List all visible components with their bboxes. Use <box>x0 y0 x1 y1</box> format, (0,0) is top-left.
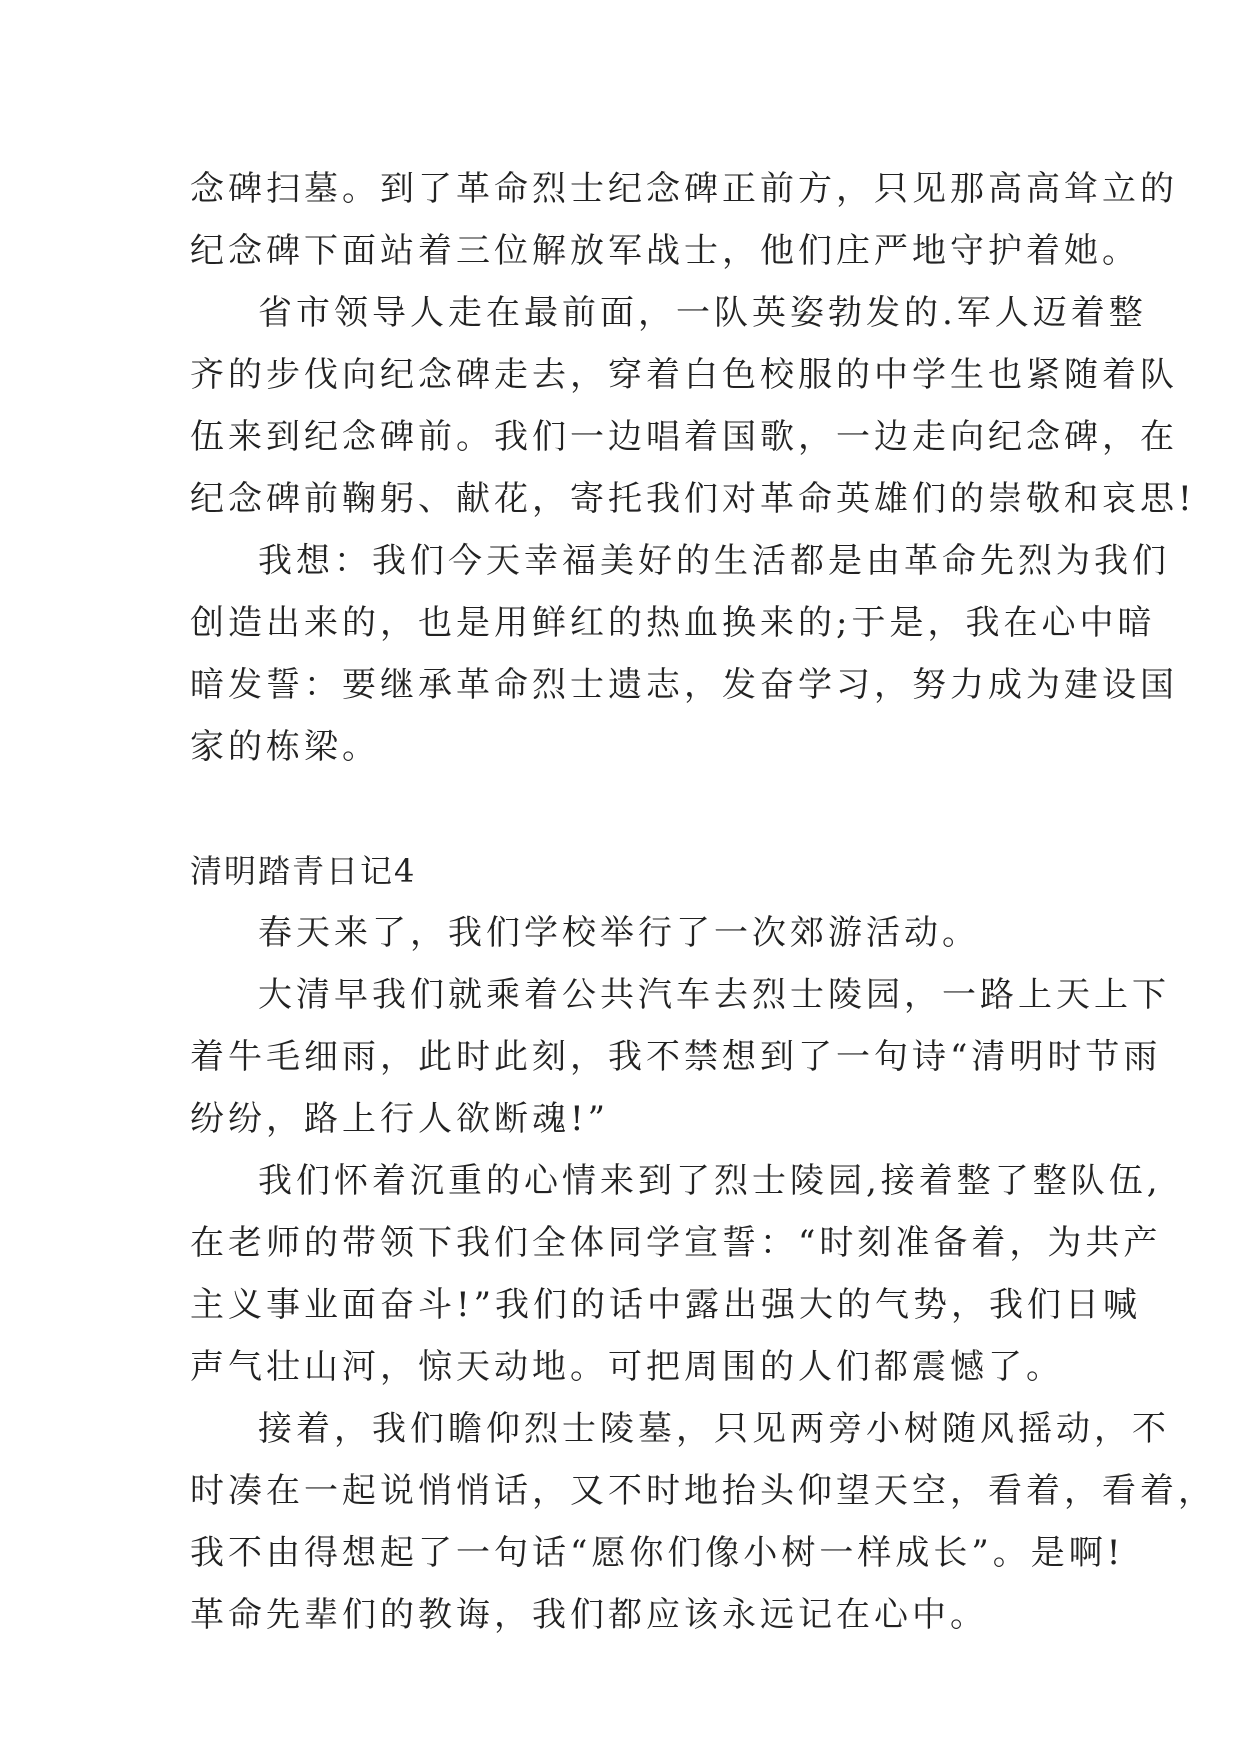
paragraph-line: 纷纷，路上行人欲断魂!” <box>190 1099 610 1139</box>
paragraph-line: 在老师的带领下我们全体同学宣誓：“时刻准备着，为共产 <box>190 1223 1162 1263</box>
paragraph-line: 纪念碑前鞠躬、献花，寄托我们对革命英雄们的崇敬和哀思! <box>190 479 1196 519</box>
paragraph-line: 我们怀着沉重的心情来到了烈士陵园,接着整了整队伍, <box>258 1161 1162 1201</box>
paragraph-line: 念碑扫墓。到了革命烈士纪念碑正前方，只见那高高耸立的 <box>190 169 1178 209</box>
section-gap <box>190 778 1050 840</box>
paragraph-line: 纪念碑下面站着三位解放军战士，他们庄严地守护着她。 <box>190 231 1140 271</box>
paragraph-line: 着牛毛细雨，此时此刻，我不禁想到了一句诗“清明时节雨 <box>190 1037 1162 1077</box>
paragraph-line: 声气壮山河，惊天动地。可把周围的人们都震憾了。 <box>190 1347 1064 1387</box>
paragraph-line: 我想：我们今天幸福美好的生活都是由革命先烈为我们 <box>258 541 1170 581</box>
section-title: 清明踏青日记4 <box>190 852 417 890</box>
paragraph-line: 接着，我们瞻仰烈士陵墓，只见两旁小树随风摇动，不 <box>258 1409 1170 1449</box>
paragraph-line: 省市领导人走在最前面，一队英姿勃发的.军人迈着整 <box>258 293 1147 333</box>
paragraph-line: 革命先辈们的教诲，我们都应该永远记在心中。 <box>190 1595 988 1635</box>
paragraph-line: 主义事业面奋斗!”我们的话中露出强大的气势，我们日喊 <box>190 1285 1142 1325</box>
paragraph-line: 我不由得想起了一句话“愿你们像小树一样成长”。是啊! <box>190 1533 1125 1573</box>
document-body <box>190 158 1216 1646</box>
paragraph-line: 伍来到纪念碑前。我们一边唱着国歌，一边走向纪念碑，在 <box>190 417 1178 457</box>
paragraph-line: 创造出来的，也是用鲜红的热血换来的;于是，我在心中暗 <box>190 603 1156 643</box>
paragraph-line: 大清早我们就乘着公共汽车去烈士陵园，一路上天上下 <box>258 975 1170 1015</box>
paragraph-line: 春天来了，我们学校举行了一次郊游活动。 <box>258 913 980 953</box>
paragraph-line: 暗发誓：要继承革命烈士遗志，发奋学习，努力成为建设国 <box>190 665 1178 705</box>
paragraph-line: 家的栋梁。 <box>190 727 380 767</box>
paragraph-line: 齐的步伐向纪念碑走去，穿着白色校服的中学生也紧随着队 <box>190 355 1178 395</box>
paragraph-line: 时凑在一起说悄悄话，又不时地抬头仰望天空，看着，看着， <box>190 1471 1216 1511</box>
